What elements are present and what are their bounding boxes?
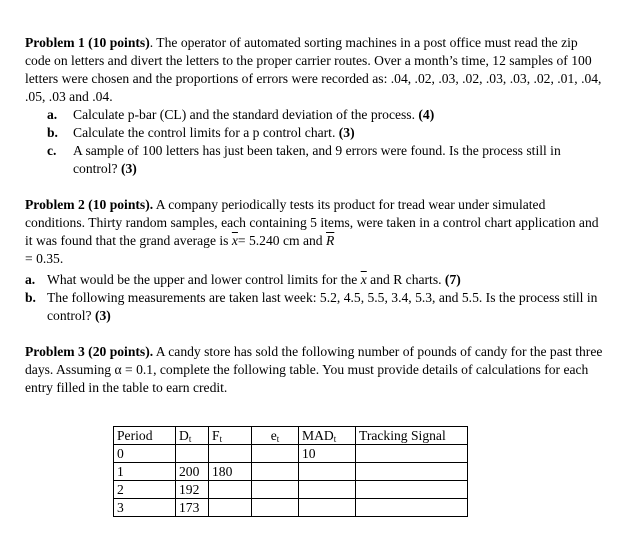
problem-3-heading: Problem 3 (20 points). <box>25 344 154 359</box>
r-bar-value: = 0.35. <box>25 251 64 266</box>
problem-2-items <box>25 271 603 325</box>
problem-1 <box>25 34 603 178</box>
grand-average-value: = 5.240 cm and <box>237 233 327 248</box>
table-row <box>114 445 468 463</box>
header-error: $e_t$ <box>252 427 299 445</box>
problem-1-statement <box>25 34 603 106</box>
cell-tracking-signal <box>356 481 468 499</box>
problem-1-heading: Problem 1 (10 points) <box>25 35 150 50</box>
item-text: What would be the upper and lower control limits for the <box>47 272 361 287</box>
cell-error <box>252 463 299 481</box>
header-demand: $D_t$ <box>176 427 209 445</box>
item-points: (4) <box>418 107 435 122</box>
item-points: (3) <box>94 308 111 323</box>
cell-demand: 192 <box>176 481 209 499</box>
header-tracking-signal: Tracking Signal <box>356 427 468 445</box>
item-marker: b. <box>25 290 36 305</box>
cell-period: 1 <box>114 463 176 481</box>
item-points: (3) <box>338 125 355 140</box>
item-points: (7) <box>444 272 461 287</box>
forecast-table <box>113 426 468 517</box>
cell-demand: 200 <box>176 463 209 481</box>
header-period: Period <box>114 427 176 445</box>
problem-2-statement <box>25 196 603 268</box>
item-marker: b. <box>47 125 58 140</box>
cell-period: 0 <box>114 445 176 463</box>
x-bar-symbol: $\overline{x}$ <box>360 272 367 287</box>
cell-mad <box>299 481 356 499</box>
problem-2-text: A company periodically tests its product for tread wear under simulated conditions. Thirty random samples, each containing 5 items, were taken in a control chart application and it was found that the grand average is <box>25 197 599 248</box>
item-points: (3) <box>120 161 137 176</box>
item-text: and R charts. <box>366 272 442 287</box>
grand-average-symbol: $\overline{x}$ <box>231 233 238 248</box>
table-header-row <box>114 427 468 445</box>
item-text: Calculate the control limits for a p control chart. <box>73 125 336 140</box>
cell-tracking-signal <box>356 463 468 481</box>
item-marker: a. <box>47 107 58 122</box>
table-row <box>114 481 468 499</box>
cell-error <box>252 499 299 517</box>
problem-1-item-b <box>25 124 603 142</box>
problem-2-item-b <box>25 289 603 325</box>
table-row <box>114 499 468 517</box>
item-marker: a. <box>25 272 36 287</box>
cell-mad <box>299 463 356 481</box>
problem-2-heading: Problem 2 (10 points). <box>25 197 154 212</box>
header-mad: $MAD_t$ <box>299 427 356 445</box>
problem-1-item-a <box>25 106 603 124</box>
problem-2 <box>25 196 603 325</box>
header-forecast: $F_t$ <box>209 427 252 445</box>
r-bar-symbol: $\overline{R}$ <box>326 233 335 248</box>
problem-1-text: . The operator of automated sorting machines in a post office must read the zip code on letters and divert the letters to the proper carrier routes. Over a month’s time, 12 samples of 100 letters were chosen and the proportions of errors were recorded as: .04, .02, .03, .02, .03, .03, .02, .01, .04, .05, .03 and .04. <box>25 35 602 104</box>
cell-period: 3 <box>114 499 176 517</box>
cell-mad: 10 <box>299 445 356 463</box>
cell-error <box>252 481 299 499</box>
cell-forecast <box>209 445 252 463</box>
cell-mad <box>299 499 356 517</box>
cell-period: 2 <box>114 481 176 499</box>
cell-demand: 173 <box>176 499 209 517</box>
item-marker: c. <box>47 143 57 158</box>
cell-tracking-signal <box>356 499 468 517</box>
problem-1-item-c <box>25 142 603 178</box>
problem-2-item-a <box>25 271 603 289</box>
cell-forecast <box>209 481 252 499</box>
problem-3-statement <box>25 343 603 397</box>
item-text: The following measurements are taken last week: 5.2, 4.5, 5.5, 3.4, 5.3, and 5.5. Is the process still in control? <box>47 290 598 323</box>
problem-3-text: A candy store has sold the following number of pounds of candy for the past three days. Assuming α = 0.1, complete the following table. You must provide details of calculations for each entry filled in the table to earn credit. <box>25 344 603 395</box>
problem-1-items <box>25 106 603 178</box>
table-row <box>114 463 468 481</box>
item-text: A sample of 100 letters has just been taken, and 9 errors were found. Is the process still in control? <box>73 143 561 176</box>
problem-3 <box>25 343 603 397</box>
cell-demand <box>176 445 209 463</box>
cell-error <box>252 445 299 463</box>
document-page <box>25 34 603 397</box>
item-text: Calculate p-bar (CL) and the standard deviation of the process. <box>73 107 415 122</box>
cell-tracking-signal <box>356 445 468 463</box>
cell-forecast: 180 <box>209 463 252 481</box>
cell-forecast <box>209 499 252 517</box>
